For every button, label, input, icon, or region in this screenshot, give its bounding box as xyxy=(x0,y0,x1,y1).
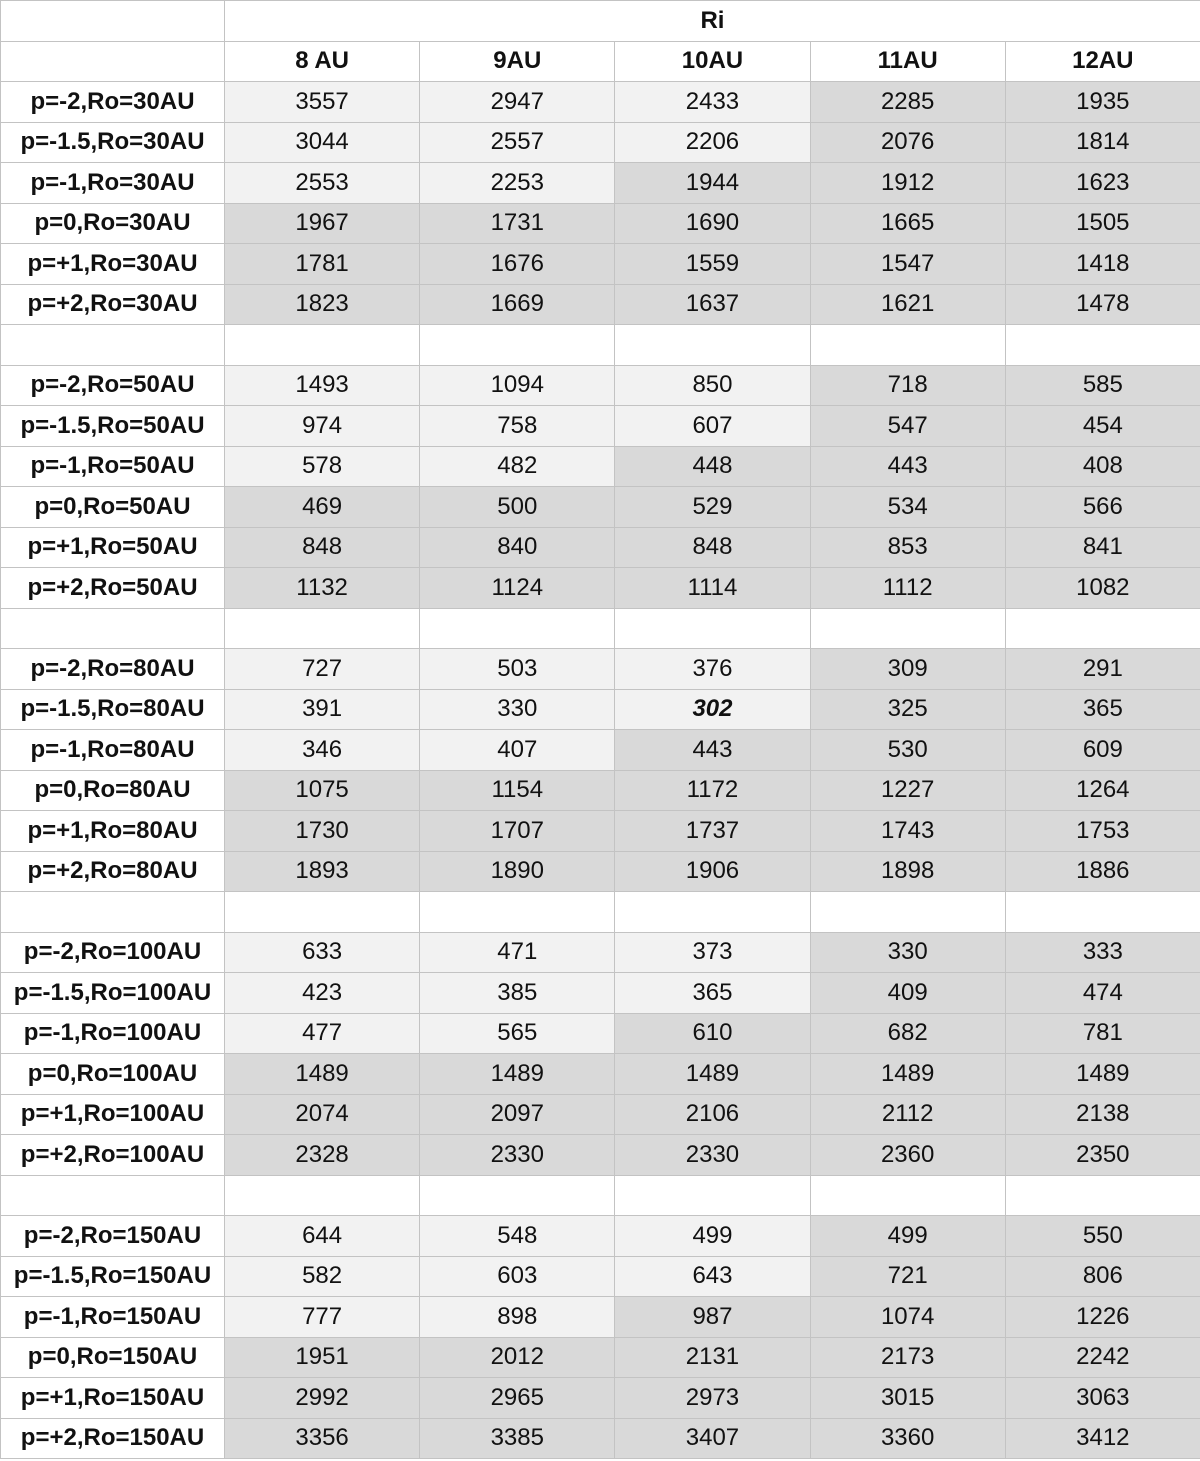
row-label: p=0,Ro=50AU xyxy=(1,487,225,528)
value-cell: 550 xyxy=(1005,1216,1200,1257)
table-row xyxy=(1,284,1200,325)
table-row xyxy=(1,689,1200,730)
value-cell: 376 xyxy=(615,649,810,690)
value-cell: 3385 xyxy=(420,1418,615,1459)
value-cell: 1737 xyxy=(615,811,810,852)
value-cell: 1690 xyxy=(615,203,810,244)
spacer-cell xyxy=(615,1175,810,1216)
spacer-cell xyxy=(1005,1175,1200,1216)
spacer-cell xyxy=(810,608,1005,649)
value-cell: 777 xyxy=(225,1297,420,1338)
spacer-row xyxy=(1,1175,1200,1216)
table-row xyxy=(1,770,1200,811)
value-cell: 1731 xyxy=(420,203,615,244)
value-cell: 2112 xyxy=(810,1094,1005,1135)
value-cell: 1898 xyxy=(810,851,1005,892)
value-cell: 443 xyxy=(615,730,810,771)
value-cell: 603 xyxy=(420,1256,615,1297)
value-cell: 718 xyxy=(810,365,1005,406)
value-cell: 547 xyxy=(810,406,1005,447)
value-cell: 1172 xyxy=(615,770,810,811)
value-cell: 610 xyxy=(615,1013,810,1054)
row-label: p=-2,Ro=50AU xyxy=(1,365,225,406)
value-cell: 2553 xyxy=(225,163,420,204)
value-cell: 781 xyxy=(1005,1013,1200,1054)
table-row xyxy=(1,1216,1200,1257)
spacer-cell xyxy=(1,608,225,649)
row-label: p=+2,Ro=30AU xyxy=(1,284,225,325)
value-cell: 643 xyxy=(615,1256,810,1297)
value-cell: 3063 xyxy=(1005,1378,1200,1419)
value-cell: 309 xyxy=(810,649,1005,690)
value-cell: 2330 xyxy=(420,1135,615,1176)
value-cell: 2965 xyxy=(420,1378,615,1419)
value-cell: 2076 xyxy=(810,122,1005,163)
value-cell: 1074 xyxy=(810,1297,1005,1338)
value-cell: 1893 xyxy=(225,851,420,892)
row-label: p=-2,Ro=150AU xyxy=(1,1216,225,1257)
value-cell: 2012 xyxy=(420,1337,615,1378)
value-cell: 1227 xyxy=(810,770,1005,811)
row-label: p=0,Ro=30AU xyxy=(1,203,225,244)
table-row xyxy=(1,122,1200,163)
corner-cell xyxy=(1,41,225,82)
row-label: p=+2,Ro=150AU xyxy=(1,1418,225,1459)
value-cell: 2106 xyxy=(615,1094,810,1135)
value-cell: 853 xyxy=(810,527,1005,568)
value-cell: 633 xyxy=(225,932,420,973)
value-cell: 3557 xyxy=(225,82,420,123)
spacer-cell xyxy=(810,325,1005,366)
column-header-row xyxy=(1,41,1200,82)
value-cell: 848 xyxy=(225,527,420,568)
value-cell: 3407 xyxy=(615,1418,810,1459)
value-cell: 1886 xyxy=(1005,851,1200,892)
spacer-cell xyxy=(1,892,225,933)
value-cell: 1478 xyxy=(1005,284,1200,325)
table-body xyxy=(1,82,1200,1459)
table-row xyxy=(1,487,1200,528)
value-cell: 1226 xyxy=(1005,1297,1200,1338)
value-cell: 3044 xyxy=(225,122,420,163)
value-cell: 1112 xyxy=(810,568,1005,609)
value-cell: 1935 xyxy=(1005,82,1200,123)
value-cell: 346 xyxy=(225,730,420,771)
row-label: p=-2,Ro=100AU xyxy=(1,932,225,973)
value-cell: 682 xyxy=(810,1013,1005,1054)
value-cell: 1637 xyxy=(615,284,810,325)
value-cell: 1781 xyxy=(225,244,420,285)
value-cell: 2557 xyxy=(420,122,615,163)
value-cell: 2433 xyxy=(615,82,810,123)
value-cell: 477 xyxy=(225,1013,420,1054)
value-cell: 1912 xyxy=(810,163,1005,204)
value-cell: 1264 xyxy=(1005,770,1200,811)
spacer-cell xyxy=(1,1175,225,1216)
table-row xyxy=(1,568,1200,609)
row-label: p=0,Ro=150AU xyxy=(1,1337,225,1378)
value-cell: 1547 xyxy=(810,244,1005,285)
value-cell: 1559 xyxy=(615,244,810,285)
value-cell: 607 xyxy=(615,406,810,447)
value-cell: 1753 xyxy=(1005,811,1200,852)
value-cell: 1906 xyxy=(615,851,810,892)
row-label: p=-1.5,Ro=50AU xyxy=(1,406,225,447)
value-cell: 585 xyxy=(1005,365,1200,406)
spacer-row xyxy=(1,325,1200,366)
group-header-row xyxy=(1,1,1200,42)
spacer-cell xyxy=(225,608,420,649)
spacer-cell xyxy=(1,325,225,366)
value-cell: 499 xyxy=(810,1216,1005,1257)
spacer-cell xyxy=(1005,325,1200,366)
value-cell: 840 xyxy=(420,527,615,568)
value-cell: 548 xyxy=(420,1216,615,1257)
table-row xyxy=(1,851,1200,892)
value-cell: 1489 xyxy=(225,1054,420,1095)
value-cell: 2173 xyxy=(810,1337,1005,1378)
table-row xyxy=(1,1094,1200,1135)
value-cell: 1418 xyxy=(1005,244,1200,285)
value-cell: 471 xyxy=(420,932,615,973)
table-row xyxy=(1,1418,1200,1459)
table-row xyxy=(1,1054,1200,1095)
value-cell: 474 xyxy=(1005,973,1200,1014)
value-cell: 898 xyxy=(420,1297,615,1338)
value-cell: 385 xyxy=(420,973,615,1014)
value-cell: 1730 xyxy=(225,811,420,852)
value-cell: 3412 xyxy=(1005,1418,1200,1459)
value-cell: 3360 xyxy=(810,1418,1005,1459)
value-cell: 529 xyxy=(615,487,810,528)
value-cell: 302 xyxy=(615,689,810,730)
table-row xyxy=(1,1337,1200,1378)
value-cell: 503 xyxy=(420,649,615,690)
value-cell: 3015 xyxy=(810,1378,1005,1419)
value-cell: 1075 xyxy=(225,770,420,811)
spacer-cell xyxy=(225,325,420,366)
value-cell: 2360 xyxy=(810,1135,1005,1176)
value-cell: 1505 xyxy=(1005,203,1200,244)
row-label: p=+1,Ro=150AU xyxy=(1,1378,225,1419)
row-label: p=+1,Ro=30AU xyxy=(1,244,225,285)
value-cell: 1489 xyxy=(810,1054,1005,1095)
value-cell: 2285 xyxy=(810,82,1005,123)
value-cell: 1154 xyxy=(420,770,615,811)
table-row xyxy=(1,203,1200,244)
value-cell: 848 xyxy=(615,527,810,568)
table-row xyxy=(1,932,1200,973)
table-row xyxy=(1,446,1200,487)
column-header: 9AU xyxy=(420,41,615,82)
value-cell: 2973 xyxy=(615,1378,810,1419)
value-cell: 1665 xyxy=(810,203,1005,244)
column-header: 10AU xyxy=(615,41,810,82)
value-cell: 1489 xyxy=(615,1054,810,1095)
column-header: 8 AU xyxy=(225,41,420,82)
value-cell: 2253 xyxy=(420,163,615,204)
row-label: p=-1,Ro=150AU xyxy=(1,1297,225,1338)
column-header: 12AU xyxy=(1005,41,1200,82)
value-cell: 721 xyxy=(810,1256,1005,1297)
table-row xyxy=(1,1378,1200,1419)
value-cell: 1890 xyxy=(420,851,615,892)
spacer-row xyxy=(1,892,1200,933)
row-label: p=0,Ro=100AU xyxy=(1,1054,225,1095)
table-row xyxy=(1,365,1200,406)
value-cell: 325 xyxy=(810,689,1005,730)
value-cell: 1489 xyxy=(420,1054,615,1095)
value-cell: 530 xyxy=(810,730,1005,771)
value-cell: 566 xyxy=(1005,487,1200,528)
spacer-cell xyxy=(225,892,420,933)
row-label: p=+1,Ro=80AU xyxy=(1,811,225,852)
value-cell: 407 xyxy=(420,730,615,771)
value-cell: 1967 xyxy=(225,203,420,244)
row-label: p=-2,Ro=30AU xyxy=(1,82,225,123)
value-cell: 1623 xyxy=(1005,163,1200,204)
row-label: p=+2,Ro=100AU xyxy=(1,1135,225,1176)
value-cell: 2992 xyxy=(225,1378,420,1419)
spacer-cell xyxy=(420,608,615,649)
value-cell: 841 xyxy=(1005,527,1200,568)
table-row xyxy=(1,406,1200,447)
value-cell: 500 xyxy=(420,487,615,528)
value-cell: 806 xyxy=(1005,1256,1200,1297)
value-cell: 499 xyxy=(615,1216,810,1257)
value-cell: 1707 xyxy=(420,811,615,852)
value-cell: 2328 xyxy=(225,1135,420,1176)
spacer-cell xyxy=(225,1175,420,1216)
value-cell: 1132 xyxy=(225,568,420,609)
table-row xyxy=(1,649,1200,690)
value-cell: 578 xyxy=(225,446,420,487)
value-cell: 423 xyxy=(225,973,420,1014)
table-row xyxy=(1,730,1200,771)
value-cell: 1094 xyxy=(420,365,615,406)
value-cell: 727 xyxy=(225,649,420,690)
value-cell: 1944 xyxy=(615,163,810,204)
table-row xyxy=(1,163,1200,204)
row-label: p=-1.5,Ro=100AU xyxy=(1,973,225,1014)
table-row xyxy=(1,82,1200,123)
value-cell: 2206 xyxy=(615,122,810,163)
value-cell: 330 xyxy=(420,689,615,730)
spacer-cell xyxy=(1005,608,1200,649)
table-row xyxy=(1,1013,1200,1054)
value-cell: 1082 xyxy=(1005,568,1200,609)
value-cell: 291 xyxy=(1005,649,1200,690)
value-cell: 1951 xyxy=(225,1337,420,1378)
row-label: p=+1,Ro=100AU xyxy=(1,1094,225,1135)
row-label: p=-2,Ro=80AU xyxy=(1,649,225,690)
spacer-row xyxy=(1,608,1200,649)
value-cell: 565 xyxy=(420,1013,615,1054)
table-row xyxy=(1,1135,1200,1176)
value-cell: 365 xyxy=(1005,689,1200,730)
value-cell: 2131 xyxy=(615,1337,810,1378)
value-cell: 1814 xyxy=(1005,122,1200,163)
ri-group-header: Ri xyxy=(225,1,1200,42)
value-cell: 609 xyxy=(1005,730,1200,771)
value-cell: 1743 xyxy=(810,811,1005,852)
row-label: p=+1,Ro=50AU xyxy=(1,527,225,568)
value-cell: 974 xyxy=(225,406,420,447)
value-cell: 373 xyxy=(615,932,810,973)
spacer-cell xyxy=(615,325,810,366)
spacer-cell xyxy=(615,608,810,649)
value-cell: 448 xyxy=(615,446,810,487)
value-cell: 2138 xyxy=(1005,1094,1200,1135)
value-cell: 644 xyxy=(225,1216,420,1257)
table-row xyxy=(1,811,1200,852)
value-cell: 469 xyxy=(225,487,420,528)
value-cell: 1489 xyxy=(1005,1054,1200,1095)
value-cell: 1669 xyxy=(420,284,615,325)
value-cell: 1621 xyxy=(810,284,1005,325)
row-label: p=+2,Ro=80AU xyxy=(1,851,225,892)
spacer-cell xyxy=(810,1175,1005,1216)
row-label: p=-1,Ro=100AU xyxy=(1,1013,225,1054)
corner-cell xyxy=(1,1,225,42)
value-cell: 409 xyxy=(810,973,1005,1014)
value-cell: 2242 xyxy=(1005,1337,1200,1378)
value-cell: 850 xyxy=(615,365,810,406)
value-cell: 758 xyxy=(420,406,615,447)
value-cell: 391 xyxy=(225,689,420,730)
column-header: 11AU xyxy=(810,41,1005,82)
spacer-cell xyxy=(420,892,615,933)
value-cell: 2350 xyxy=(1005,1135,1200,1176)
row-label: p=-1.5,Ro=30AU xyxy=(1,122,225,163)
spacer-cell xyxy=(615,892,810,933)
value-cell: 2097 xyxy=(420,1094,615,1135)
row-label: p=+2,Ro=50AU xyxy=(1,568,225,609)
value-cell: 454 xyxy=(1005,406,1200,447)
row-label: p=0,Ro=80AU xyxy=(1,770,225,811)
value-cell: 2074 xyxy=(225,1094,420,1135)
value-cell: 2330 xyxy=(615,1135,810,1176)
value-cell: 1823 xyxy=(225,284,420,325)
table-row xyxy=(1,527,1200,568)
value-cell: 3356 xyxy=(225,1418,420,1459)
value-cell: 365 xyxy=(615,973,810,1014)
value-cell: 482 xyxy=(420,446,615,487)
spacer-cell xyxy=(1005,892,1200,933)
value-cell: 333 xyxy=(1005,932,1200,973)
row-label: p=-1,Ro=30AU xyxy=(1,163,225,204)
spacer-cell xyxy=(420,1175,615,1216)
value-cell: 987 xyxy=(615,1297,810,1338)
spacer-cell xyxy=(810,892,1005,933)
row-label: p=-1,Ro=80AU xyxy=(1,730,225,771)
row-label: p=-1.5,Ro=80AU xyxy=(1,689,225,730)
row-label: p=-1,Ro=50AU xyxy=(1,446,225,487)
value-cell: 2947 xyxy=(420,82,615,123)
table-row xyxy=(1,973,1200,1014)
row-label: p=-1.5,Ro=150AU xyxy=(1,1256,225,1297)
value-cell: 408 xyxy=(1005,446,1200,487)
value-cell: 443 xyxy=(810,446,1005,487)
table-row xyxy=(1,244,1200,285)
spacer-cell xyxy=(420,325,615,366)
table-row xyxy=(1,1297,1200,1338)
value-cell: 1676 xyxy=(420,244,615,285)
value-cell: 1114 xyxy=(615,568,810,609)
value-cell: 582 xyxy=(225,1256,420,1297)
value-cell: 1493 xyxy=(225,365,420,406)
value-cell: 1124 xyxy=(420,568,615,609)
table-row xyxy=(1,1256,1200,1297)
value-cell: 330 xyxy=(810,932,1005,973)
value-cell: 534 xyxy=(810,487,1005,528)
